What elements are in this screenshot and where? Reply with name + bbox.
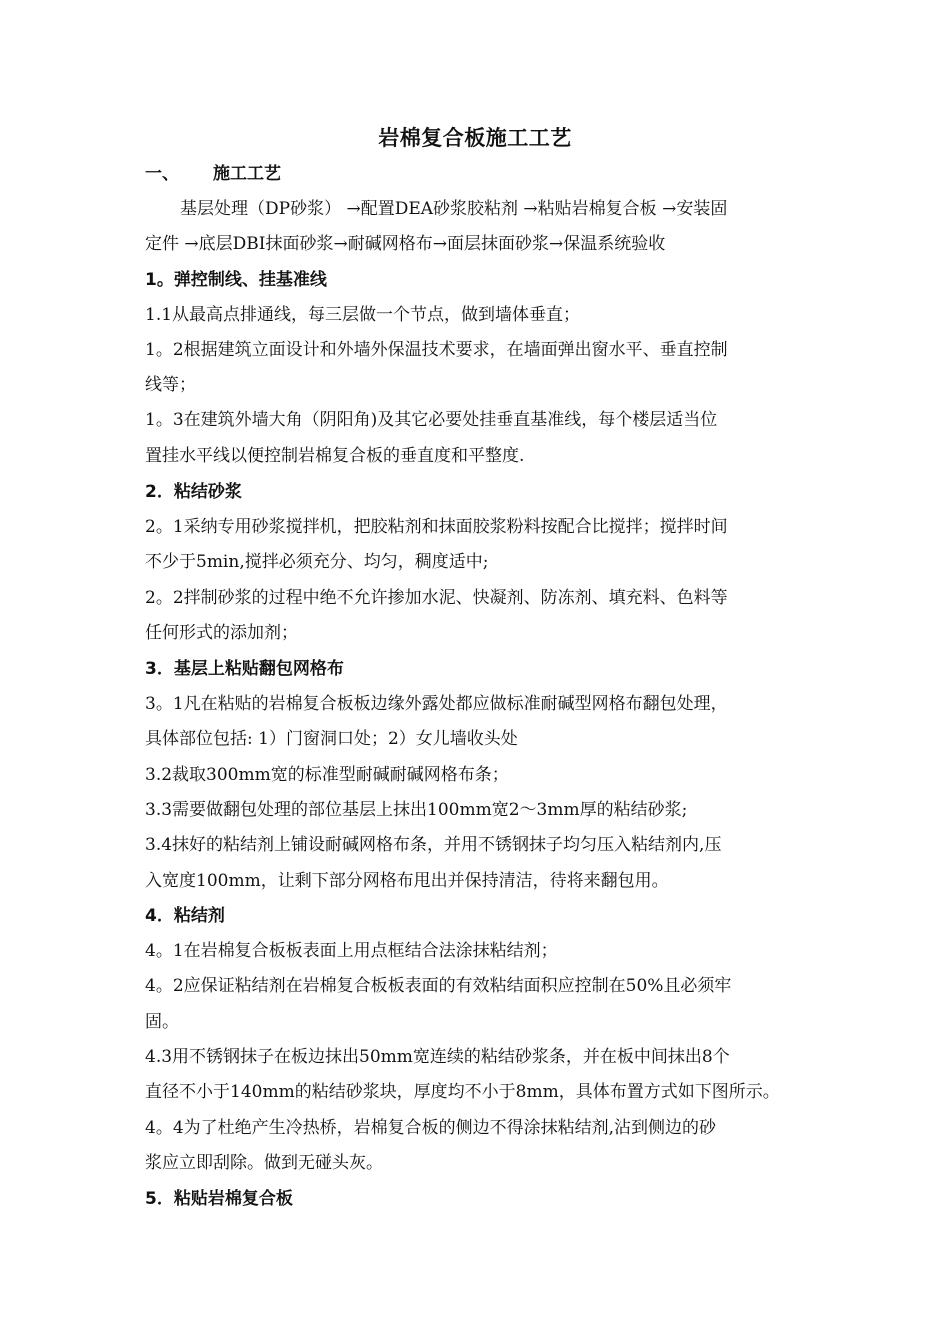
paragraph-line: 浆应立即刮除。做到无碰头灰。	[145, 1153, 383, 1173]
paragraph-line: 3.2裁取300mm宽的标准型耐碱耐碱网格布条；	[145, 765, 509, 785]
subsection-heading: 4．粘结剂	[145, 906, 225, 926]
paragraph-line: 任何形式的添加剂；	[145, 623, 298, 643]
paragraph-line: 1.1从最高点排通线，每三层做一个节点，做到墙体垂直；	[145, 305, 581, 325]
paragraph-line: 入宽度100mm，让剩下部分网格布甩出并保持清洁，待将来翻包用。	[145, 871, 669, 891]
paragraph-line: 定件 →底层DBI抹面砂浆→耐碱网格布→面层抹面砂浆→保温系统验收	[145, 234, 666, 254]
paragraph-line: 4。4为了杜绝产生冷热桥，岩棉复合板的侧边不得涂抹粘结剂,沾到侧边的砂	[145, 1118, 717, 1138]
section-title: 施工工艺	[213, 164, 281, 184]
subsection-heading: 3．基层上粘贴翻包网格布	[145, 659, 344, 679]
paragraph-line: 3.4抹好的粘结剂上铺设耐碱网格布条，并用不锈钢抹子均匀压入粘结剂内,压	[145, 835, 722, 855]
paragraph-line: 固。	[145, 1012, 179, 1032]
section-number: 一、	[145, 164, 179, 184]
subsection-heading: 2．粘结砂浆	[145, 482, 242, 502]
paragraph-line: 具体部位包括: 1）门窗洞口处；2）女儿墙收头处	[145, 729, 518, 749]
paragraph-line: 1。2根据建筑立面设计和外墙外保温技术要求，在墙面弹出窗水平、垂直控制	[145, 340, 728, 360]
subsection-heading: 5．粘贴岩棉复合板	[145, 1189, 293, 1209]
paragraph-line: 直径不小于140mm的粘结砂浆块，厚度均不小于8mm，具体布置方式如下图所示。	[145, 1082, 780, 1102]
paragraph-line: 4。1在岩棉复合板板表面上用点框结合法涂抹粘结剂；	[145, 941, 558, 961]
paragraph-line: 2。2拌制砂浆的过程中绝不允许掺加水泥、快凝剂、防冻剂、填充料、色料等	[145, 588, 728, 608]
paragraph-line: 基层处理（DP砂浆） →配置DEA砂浆胶粘剂 →粘贴岩棉复合板 →安装固	[180, 199, 728, 219]
paragraph-line: 3.3需要做翻包处理的部位基层上抹出100mm宽2～3mm厚的粘结砂浆;	[145, 800, 688, 820]
subsection-heading: 1。弹控制线、挂基准线	[145, 270, 327, 290]
paragraph-line: 4.3用不锈钢抹子在板边抹出50mm宽连续的粘结砂浆条，并在板中间抹出8个	[145, 1047, 730, 1067]
section-heading-1	[145, 162, 281, 186]
paragraph-line: 1。3在建筑外墙大角（阴阳角)及其它必要处挂垂直基准线，每个楼层适当位	[145, 410, 718, 430]
document-title: 岩棉复合板施工工艺	[378, 126, 572, 150]
paragraph-line: 线等；	[145, 375, 196, 395]
paragraph-line: 置挂水平线以便控制岩棉复合板的垂直度和平整度.	[145, 446, 525, 466]
paragraph-line: 3。1凡在粘贴的岩棉复合板板边缘外露处都应做标准耐碱型网格布翻包处理，	[145, 694, 728, 714]
paragraph-line: 不少于5min,搅拌必须充分、均匀，稠度适中;	[145, 552, 489, 572]
paragraph-line: 4。2应保证粘结剂在岩棉复合板板表面的有效粘结面积应控制在50%且必须牢	[145, 976, 732, 996]
paragraph-line: 2。1采纳专用砂浆搅拌机，把胶粘剂和抹面胶浆粉料按配合比搅拌；搅拌时间	[145, 517, 728, 537]
